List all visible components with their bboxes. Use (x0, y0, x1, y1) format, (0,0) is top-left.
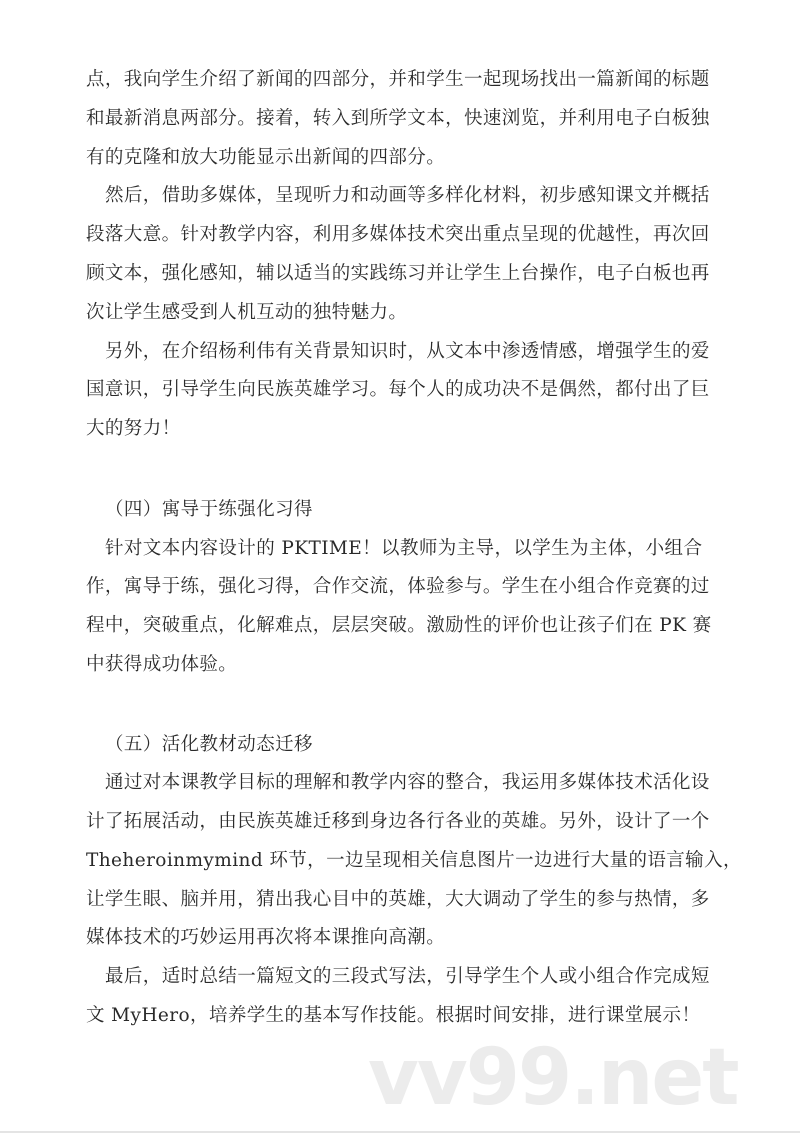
text-line: Theheroinmymind 环节，一边呈现相关信息图片一边进行大量的语言输入， (86, 850, 742, 871)
text-line: 计了拓展活动，由民族英雄迁移到身边各行各业的英雄。另外，设计了一个 (86, 811, 710, 832)
text-line: 点，我向学生介绍了新闻的四部分，并和学生一起现场找出一篇新闻的标题 (86, 69, 710, 90)
text-line: 顾文本，强化感知，辅以适当的实践练习并让学生上台操作，电子白板也再 (86, 263, 710, 284)
text-line: 国意识，引导学生向民族英雄学习。每个人的成功决不是偶然，都付出了巨 (86, 379, 710, 400)
text-line: 次让学生感受到人机互动的独特魅力。 (86, 302, 408, 323)
text-line: 和最新消息两部分。接着，转入到所学文本，快速浏览，并利用电子白板独 (86, 108, 710, 129)
text-line: 让学生眼、脑并用，猜出我心目中的英雄，大大调动了学生的参与热情，多 (86, 889, 710, 910)
section-heading: （四）寓导于练强化习得 (105, 499, 313, 520)
text-line: 大的努力！ (86, 418, 181, 439)
watermark: vv99.net (368, 1033, 738, 1123)
text-line: 通过对本课教学目标的理解和教学内容的整合，我运用多媒体技术活化设 (105, 772, 710, 793)
text-line: 程中，突破重点，化解难点，层层突破。激励性的评价也让孩子们在 PK 赛 (86, 615, 712, 636)
page-bottom-edge (0, 1131, 800, 1133)
text-line: 作，寓导于练，强化习得，合作交流，体验参与。学生在小组合作竞赛的过 (86, 576, 710, 597)
text-line: 最后，适时总结一篇短文的三段式写法，引导学生个人或小组合作完成短 (105, 966, 710, 987)
text-line: 段落大意。针对教学内容，利用多媒体技术突出重点呈现的优越性，再次回 (86, 224, 710, 245)
text-line: 然后，借助多媒体，呈现听力和动画等多样化材料，初步感知课文并概括 (105, 185, 710, 206)
text-line: 另外，在介绍杨利伟有关背景知识时，从文本中渗透情感，增强学生的爱 (105, 341, 710, 362)
text-line: 中获得成功体验。 (86, 654, 238, 675)
text-line: 文 MyHero，培养学生的基本写作技能。根据时间安排，进行课堂展示！ (86, 1005, 701, 1026)
section-heading: （五）活化教材动态迁移 (105, 734, 313, 755)
text-line: 有的克隆和放大功能显示出新闻的四部分。 (86, 147, 446, 168)
text-line: 媒体技术的巧妙运用再次将本课推向高潮。 (86, 927, 446, 948)
text-line: 针对文本内容设计的 PKTIME！以教师为主导，以学生为主体，小组合 (105, 538, 703, 559)
